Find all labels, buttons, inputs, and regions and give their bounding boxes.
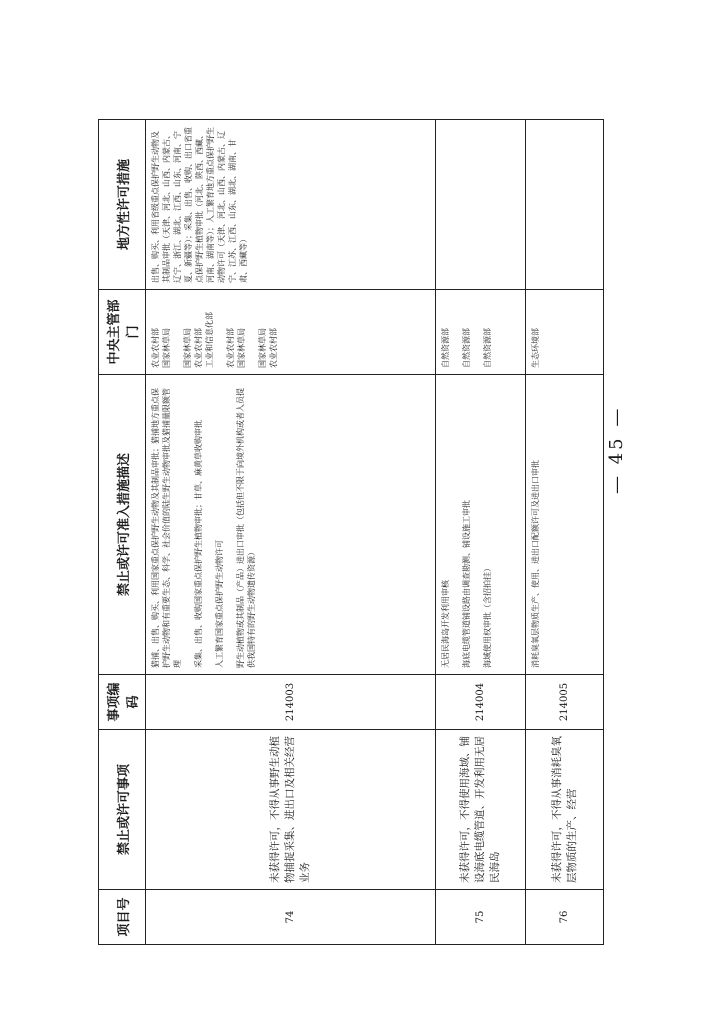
item-code: 214003 <box>146 675 436 730</box>
header-code: 事项编码 <box>99 675 146 730</box>
desc-line: 人工繁育国家重点保护野生动物许可 <box>215 540 224 668</box>
row-number: 74 <box>146 890 436 945</box>
desc-line: 野生动植物或其制品（产品）进出口审批（包括但不限于向境外机构或者人员提供我国特有的野生动物遗传资源） <box>236 388 256 668</box>
desc-line: 采集、出售、收购国家重点保护野生植物审批；甘草、麻黄草收购审批 <box>194 420 203 668</box>
header-item: 禁止或许可事项 <box>99 730 146 890</box>
header-desc: 禁止或许可准入措施描述 <box>99 375 146 675</box>
row-number: 76 <box>526 890 604 945</box>
page-number: — 45 — <box>606 405 627 494</box>
dept-cell <box>526 290 604 375</box>
local-cell <box>436 120 526 290</box>
local-cell <box>526 120 604 290</box>
header-dept: 中央主管部门 <box>99 290 146 375</box>
dept-line: 农业农村部 国家林草局 <box>151 328 171 368</box>
desc-line: 消耗臭氧层物质生产、使用、进出口配额许可及进出口审批 <box>531 460 540 668</box>
dept-line: 自然资源部 <box>462 328 471 368</box>
item-code: 214005 <box>526 675 604 730</box>
row-number: 75 <box>436 890 526 945</box>
desc-line: 海底电缆管道铺设路由调查勘测、铺设施工审批 <box>462 500 471 668</box>
header-no: 项目号 <box>99 890 146 945</box>
desc-line: 海域使用权审批（含招拍挂） <box>483 564 492 668</box>
dept-cell <box>146 290 436 375</box>
desc-cell <box>526 375 604 675</box>
item-text: 未获得许可，不得从事消耗臭氧层物质的生产、经营 <box>526 730 604 890</box>
permission-table <box>98 119 604 945</box>
dept-line: 国家林草局 农业农村部 <box>258 328 278 368</box>
desc-cell <box>146 375 436 675</box>
rotated-table-container <box>98 120 588 945</box>
header-local: 地方性许可措施 <box>99 120 146 290</box>
dept-line: 农业农村部 国家林草局 <box>226 328 246 368</box>
dept-line: 生态环境部 <box>531 328 540 368</box>
desc-line: 无居民海岛开发利用审核 <box>441 580 450 668</box>
item-text: 未获得许可，不得使用海域、铺设海底电缆管道、开发利用无居民海岛 <box>436 730 526 890</box>
local-text: 出售、购买、利用省级重点保护野生动物及其制品审批（天津、河北、山西、内蒙古、辽宁、浙江、湖北、江西、山东、河南、宁夏、新疆等）；采集、出售、收购、出口省重点保护野生植物审批（河北、陕西、西藏、河南、湖南等）；人工繁育地方重点保护野生动物许可（天津、河北、山西、内蒙古、辽宁、江苏、江西、山东、湖北、湖南、甘肃、西藏等） <box>151 127 248 283</box>
dept-line: 自然资源部 <box>483 328 492 368</box>
dept-cell <box>436 290 526 375</box>
header-row <box>99 120 146 945</box>
dept-line: 国家林草局 农业农村部 工业和信息化部 <box>183 312 214 368</box>
table-row <box>436 120 526 945</box>
desc-cell <box>436 375 526 675</box>
table-row <box>526 120 604 945</box>
desc-line: 猎捕、出售、购买、利用国家重点保护野生动物及其制品审批；猎捕地方重点保护野生动物和有重要生态、科学、社会价值的陆生野生动物审批及猎捕量限额管理 <box>151 388 182 668</box>
table-row <box>146 120 436 945</box>
item-code: 214004 <box>436 675 526 730</box>
dept-line: 自然资源部 <box>441 328 450 368</box>
local-cell <box>146 120 436 290</box>
item-text: 未获得许可，不得从事野生动植物捕捉采集、进出口及相关经营业务 <box>146 730 436 890</box>
